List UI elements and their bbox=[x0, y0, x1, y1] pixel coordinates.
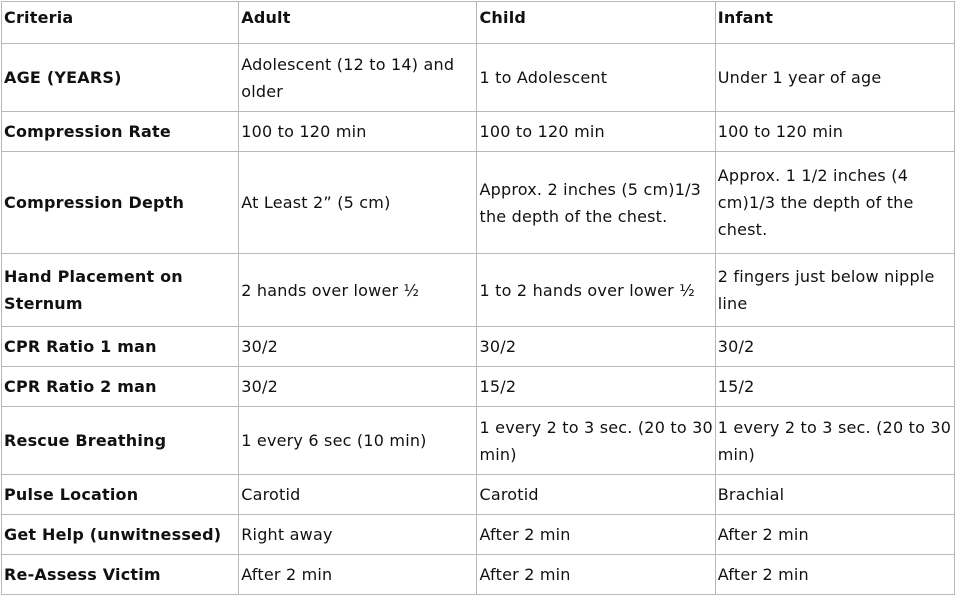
table-row bbox=[2, 112, 955, 152]
table-row bbox=[2, 555, 955, 595]
infant-cell: 2 fingers just below nipple line bbox=[715, 254, 954, 327]
adult-cell: 1 every 6 sec (10 min) bbox=[239, 407, 477, 475]
header-adult: Adult bbox=[239, 2, 477, 44]
criteria-cell: CPR Ratio 1 man bbox=[2, 327, 239, 367]
infant-cell: After 2 min bbox=[715, 555, 954, 595]
child-cell: Approx. 2 inches (5 cm)1/3 the depth of the chest. bbox=[477, 152, 715, 254]
table-row bbox=[2, 254, 955, 327]
table-row bbox=[2, 152, 955, 254]
infant-cell: 100 to 120 min bbox=[715, 112, 954, 152]
header-child: Child bbox=[477, 2, 715, 44]
header-criteria: Criteria bbox=[2, 2, 239, 44]
child-cell: 1 to 2 hands over lower ½ bbox=[477, 254, 715, 327]
table-row bbox=[2, 475, 955, 515]
criteria-cell: Pulse Location bbox=[2, 475, 239, 515]
adult-cell: 30/2 bbox=[239, 367, 477, 407]
adult-cell: 30/2 bbox=[239, 327, 477, 367]
criteria-cell: Compression Rate bbox=[2, 112, 239, 152]
table-row bbox=[2, 44, 955, 112]
adult-cell: Adolescent (12 to 14) and older bbox=[239, 44, 477, 112]
child-cell: After 2 min bbox=[477, 515, 715, 555]
criteria-cell: Get Help (unwitnessed) bbox=[2, 515, 239, 555]
adult-cell: 2 hands over lower ½ bbox=[239, 254, 477, 327]
infant-cell: Approx. 1 1/2 inches (4 cm)1/3 the depth of the chest. bbox=[715, 152, 954, 254]
child-cell: 30/2 bbox=[477, 327, 715, 367]
adult-cell: At Least 2” (5 cm) bbox=[239, 152, 477, 254]
table-row bbox=[2, 407, 955, 475]
infant-cell: Brachial bbox=[715, 475, 954, 515]
child-cell: 1 to Adolescent bbox=[477, 44, 715, 112]
infant-cell: Under 1 year of age bbox=[715, 44, 954, 112]
adult-cell: After 2 min bbox=[239, 555, 477, 595]
header-infant: Infant bbox=[715, 2, 954, 44]
table-row bbox=[2, 327, 955, 367]
adult-cell: 100 to 120 min bbox=[239, 112, 477, 152]
infant-cell: 1 every 2 to 3 sec. (20 to 30 min) bbox=[715, 407, 954, 475]
child-cell: 15/2 bbox=[477, 367, 715, 407]
header-row bbox=[2, 2, 955, 44]
criteria-cell: CPR Ratio 2 man bbox=[2, 367, 239, 407]
child-cell: After 2 min bbox=[477, 555, 715, 595]
child-cell: Carotid bbox=[477, 475, 715, 515]
criteria-cell: Rescue Breathing bbox=[2, 407, 239, 475]
criteria-cell: Compression Depth bbox=[2, 152, 239, 254]
child-cell: 100 to 120 min bbox=[477, 112, 715, 152]
infant-cell: After 2 min bbox=[715, 515, 954, 555]
criteria-cell: Re-Assess Victim bbox=[2, 555, 239, 595]
infant-cell: 30/2 bbox=[715, 327, 954, 367]
adult-cell: Carotid bbox=[239, 475, 477, 515]
child-cell: 1 every 2 to 3 sec. (20 to 30 min) bbox=[477, 407, 715, 475]
adult-cell: Right away bbox=[239, 515, 477, 555]
table-row bbox=[2, 367, 955, 407]
cpr-guidelines-table bbox=[1, 1, 955, 595]
criteria-cell: Hand Placement on Sternum bbox=[2, 254, 239, 327]
criteria-cell: AGE (YEARS) bbox=[2, 44, 239, 112]
infant-cell: 15/2 bbox=[715, 367, 954, 407]
table-row bbox=[2, 515, 955, 555]
